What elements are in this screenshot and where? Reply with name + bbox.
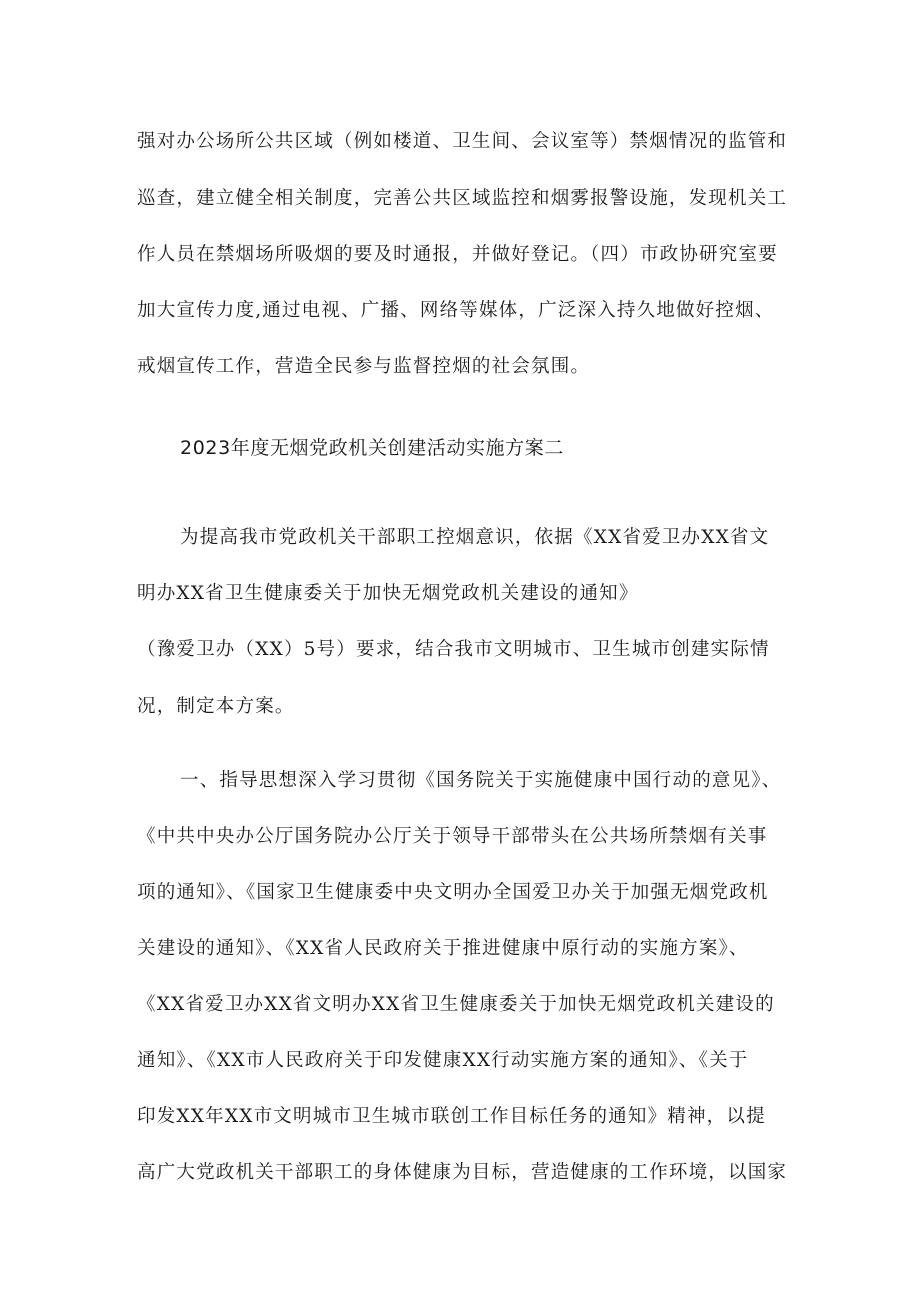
paragraph-2-line-2: 明办XX省卫生健康委关于加快无烟党政机关建设的通知》 [137, 583, 639, 604]
paragraph-3-line-5: 《XX省爱卫办XX省文明办XX省卫生健康委关于加快无烟党政机关建设的 [137, 994, 775, 1015]
paragraph-1-line-1: 强对办公场所公共区域（例如楼道、卫生间、会议室等）禁烟情况的监管和 [137, 131, 788, 152]
paragraph-3-line-1: 一、指导思想深入学习贯彻《国务院关于实施健康中国行动的意见》、 [180, 770, 782, 791]
paragraph-3-line-4: 关建设的通知》、《XX省人民政府关于推进健康中原行动的实施方案》、 [137, 938, 749, 959]
paragraph-2-line-1: 为提高我市党政机关干部职工控烟意识，依据《XX省爱卫办XX省文 [180, 527, 770, 548]
paragraph-1-line-4: 加大宣传力度,通过电视、广播、网络等媒体，广泛深入持久地做好控烟、 [137, 300, 775, 321]
paragraph-3-line-3: 项的通知》、《国家卫生健康委中央文明办全国爱卫办关于加强无烟党政机 [137, 882, 769, 903]
section-title: 2023年度无烟党政机关创建活动实施方案二 [180, 437, 564, 459]
paragraph-3-line-6: 通知》、《XX市人民政府关于印发健康XX行动实施方案的通知》、《关于 [137, 1050, 749, 1071]
paragraph-2-line-3: （豫爱卫办（XX）5号）要求，结合我市文明城市、卫生城市创建实际情 [137, 639, 770, 660]
paragraph-1-line-3: 作人员在禁烟场所吸烟的要及时通报，并做好登记。（四）市政协研究室要 [137, 244, 778, 265]
paragraph-1-line-5: 戒烟宣传工作，营造全民参与监督控烟的社会氛围。 [137, 356, 591, 377]
paragraph-3-line-7: 印发XX年XX市文明城市卫生城市联创工作目标任务的通知》精神，以提 [137, 1106, 766, 1127]
paragraph-2-line-4: 况，制定本方案。 [137, 696, 295, 717]
paragraph-1-line-2: 巡查，建立健全相关制度，完善公共区域监控和烟雾报警设施，发现机关工 [137, 188, 788, 209]
paragraph-3-line-2: 《中共中央办公厅国务院办公厅关于领导干部带头在公共场所禁烟有关事 [137, 826, 768, 847]
paragraph-3-line-8: 高广大党政机关干部职工的身体健康为目标，营造健康的工作环境，以国家 [137, 1162, 788, 1183]
